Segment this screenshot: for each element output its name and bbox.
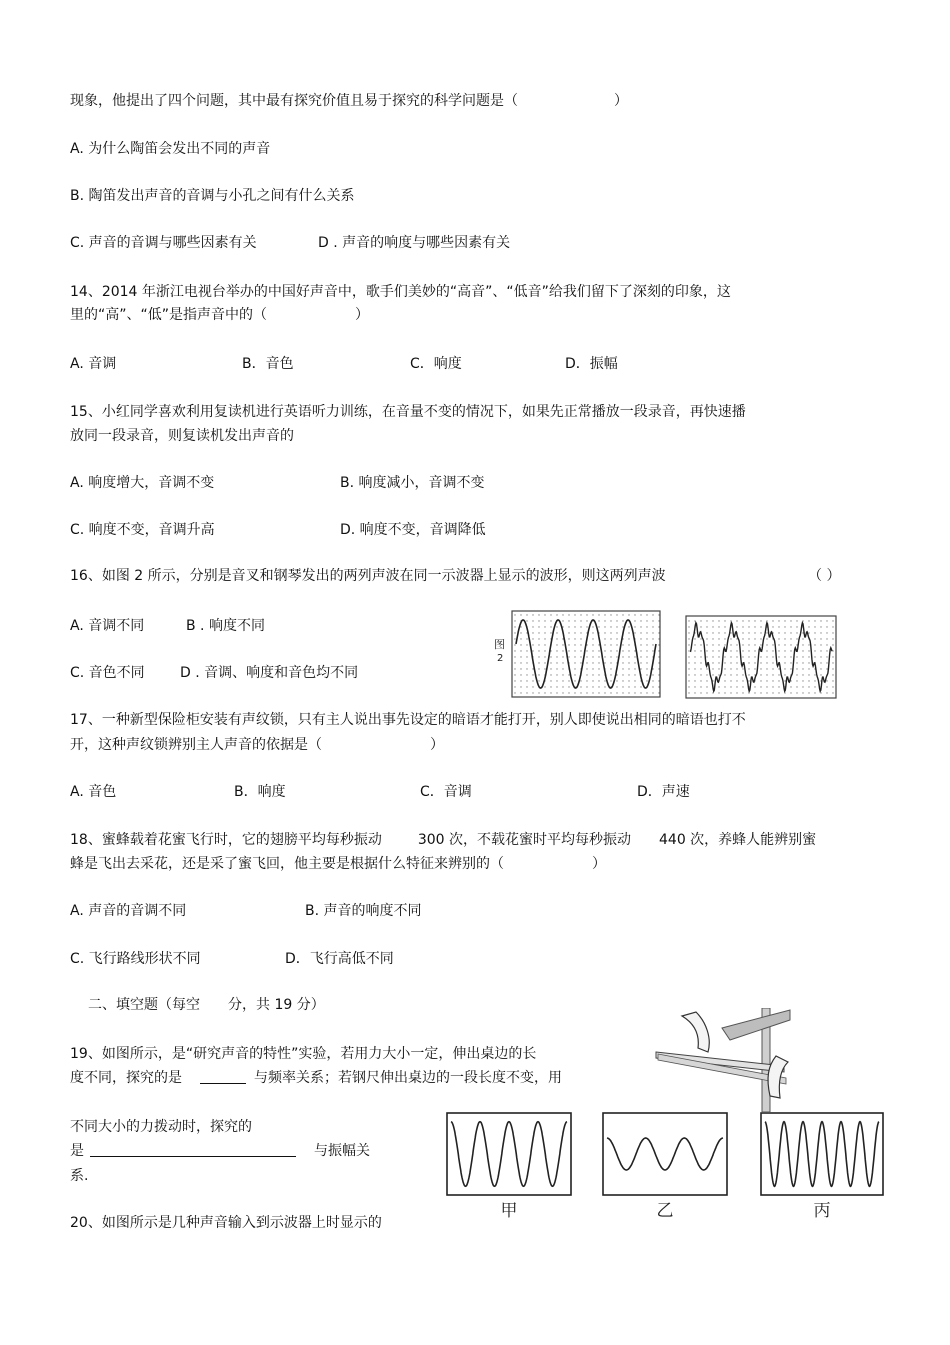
q16-answer-paren: （ ） [808,568,841,584]
q13-option-a: A. 为什么陶笛会发出不同的声音 [70,141,271,157]
q14-option-b: B．音色 [242,356,294,372]
q17-option-d: D．声速 [637,784,690,800]
q18-line1-part3: 440 次，养蜂人能辨别蜜 [659,832,817,848]
q16-line1: 16、如图 2 所示，分别是音叉和钢琴发出的两列声波在同一示波器上显示的波形，则这两列声波 [70,568,666,584]
section-2-heading-part1: 二、填空题（每空 [88,997,200,1013]
q14-option-d: D．振幅 [565,356,618,372]
waveform-panels-figure [443,1110,888,1225]
q18-option-b: B. 声音的响度不同 [305,903,422,919]
panel-jia-label: 甲 [500,1201,518,1221]
q13-option-b: B. 陶笛发出声音的音调与小孔之间有什么关系 [70,188,355,204]
q18-line1-part2: 300 次，不载花蜜时平均每秒振动 [417,832,631,848]
q18-line2-text: 蜂是飞出去采花，还是采了蜜飞回，他主要是根据什么特征来辨别的（ [70,856,504,872]
q16-option-b: B . 响度不同 [186,618,265,634]
q15-line2: 放同一段录音，则复读机发出声音的 [70,428,294,444]
figure-2-oscilloscope [490,608,840,702]
q13-stem [70,92,628,110]
q18-option-c: C. 飞行路线形状不同 [70,951,201,967]
section-2-heading-part2: 分，共 19 分） [228,997,325,1013]
q19-line2-part1: 度不同，探究的是 [70,1070,182,1086]
q19-line5: 系. [70,1168,89,1184]
q17-option-c: C．音调 [420,784,472,800]
figure-2-label: 图 [494,638,505,651]
q17-line1: 17、一种新型保险柜安装有声纹锁，只有主人说出事先设定的暗语才能打开，别人即使说出相同的暗语也打不 [70,712,746,728]
figure-2-number: 2 [497,653,504,664]
q19-line2-part2: 与频率关系；若钢尺伸出桌边的一段长度不变，用 [254,1070,562,1086]
q15-line1: 15、小红同学喜欢利用复读机进行英语听力训练，在音量不变的情况下，如果先正常播放一段录音，再快速播 [70,404,746,420]
panel-jia-frame [447,1113,571,1195]
q15-option-b: B. 响度减小，音调不变 [340,475,485,491]
q13-close-paren: ） [614,93,628,109]
q15-option-a: A. 响度增大，音调不变 [70,475,215,491]
q19-line3: 不同大小的力拨动时，探究的 [70,1119,252,1135]
q19-blank-1[interactable] [200,1069,246,1084]
q17-option-b: B．响度 [234,784,286,800]
q19-line2 [70,1069,562,1087]
ruler-experiment-figure [652,1008,792,1112]
q14-line2 [70,306,369,324]
q18-close-paren: ） [592,856,606,872]
q13-stem-text: 现象，他提出了四个问题，其中最有探究价值且易于探究的科学问题是（ [70,93,518,109]
piano-screen [686,616,836,698]
q18-option-a: A. 声音的音调不同 [70,903,187,919]
q19-line4 [70,1142,370,1160]
q16-option-a: A. 音调不同 [70,618,145,634]
panel-yi-label: 乙 [656,1201,674,1221]
q19-blank-2[interactable] [90,1142,296,1157]
q17-option-a: A. 音色 [70,784,117,800]
q19-line1: 19、如图所示，是“研究声音的特性”实验，若用力大小一定，伸出桌边的长 [70,1046,537,1062]
q15-option-c: C. 响度不变，音调升高 [70,522,215,538]
q19-line4-part1: 是 [70,1143,84,1159]
q16-option-c: C. 音色不同 [70,665,145,681]
q18-line1 [70,831,816,849]
q17-line2 [70,736,444,754]
q13-option-c: C. 声音的音调与哪些因素有关 [70,235,257,251]
right-hand [768,1056,788,1098]
q14-close-paren: ） [355,307,370,323]
q13-option-d: D . 声音的响度与哪些因素有关 [318,235,511,251]
panel-bing-label: 丙 [813,1201,831,1221]
q14-option-a: A. 音调 [70,356,117,372]
q18-line1-part1: 18、蜜蜂载着花蜜飞行时，它的翅膀平均每秒振动 [70,832,382,848]
section-2-heading [88,996,325,1014]
q14-line2-text: 里的“高”、“低”是指声音中的（ [70,307,268,323]
table-edge [722,1010,790,1040]
q14-option-c: C．响度 [410,356,462,372]
tuning-fork-screen [512,611,660,697]
q17-close-paren: ） [430,737,444,753]
panel-yi-frame [603,1113,727,1195]
q14-line1: 14、2014 年浙江电视台举办的中国好声音中，歌手们美妙的“高音”、“低音”给我们留下了深刻的印象，这 [70,284,731,300]
q18-line2 [70,855,606,873]
q15-option-d: D. 响度不变，音调降低 [340,522,486,538]
q16-option-d: D . 音调、响度和音色均不同 [180,665,359,681]
q19-line4-part2: 与振幅关 [314,1143,370,1159]
q17-line2-text: 开，这种声纹锁辨别主人声音的依据是（ [70,737,322,753]
left-hand [682,1012,709,1052]
q20-line1: 20、如图所示是几种声音输入到示波器上时显示的 [70,1215,382,1231]
q18-option-d: D．飞行高低不同 [285,951,394,967]
